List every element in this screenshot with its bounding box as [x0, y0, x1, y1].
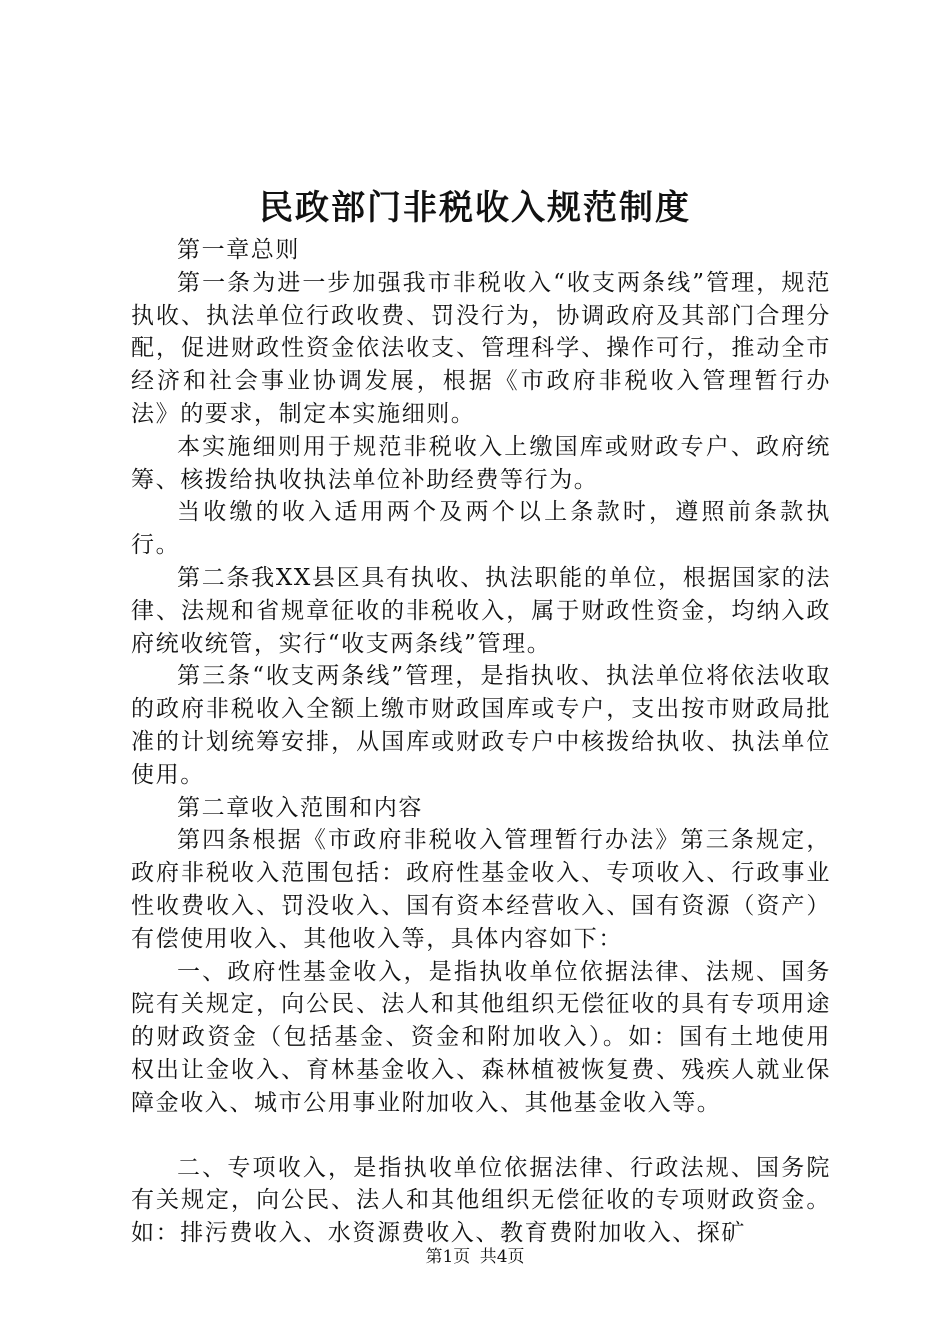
chapter-heading-1: 第一章总则: [177, 237, 300, 263]
paragraph-article-3: 第三条“收支两条线”管理，是指执收、执法单位将依法收取的政府非税收入全额上缴市财政国库或专户，支出按市财政局批准的计划统筹安排，从国库或财政专户中核拨给执收、执法单位使用。: [131, 663, 831, 788]
document-body: [131, 234, 831, 1250]
document-title: 民政部门非税收入规范制度: [259, 188, 691, 228]
paragraph-article-4: 第四条根据《市政府非税收入管理暂行办法》第三条规定，政府非税收入范围包括：政府性基金收入、专项收入、行政事业性收费收入、罚没收入、国有资本经营收入、国有资源（资产）有偿使用收入、其他收入等，具体内容如下：: [131, 827, 831, 952]
page-total: 共4页: [479, 1247, 525, 1267]
page-footer: [0, 1245, 950, 1269]
chapter-heading-2: 第二章收入范围和内容: [177, 794, 423, 821]
page-number: 第1页: [425, 1247, 471, 1267]
paragraph-priority: 当收缴的收入适用两个及两个以上条款时，遵照前条款执行。: [131, 499, 831, 559]
paragraph-item-2: 二、专项收入，是指执收单位依据法律、行政法规、国务院有关规定，向公民、法人和其他组织无偿征收的专项财政资金。如：排污费收入、水资源费收入、教育费附加收入、探矿: [131, 1154, 831, 1247]
paragraph-item-1: 一、政府性基金收入，是指执收单位依据法律、法规、国务院有关规定，向公民、法人和其他组织无偿征收的具有专项用途的财政资金（包括基金、资金和附加收入）。如：国有土地使用权出让金收入、育林基金收入、森林植被恢复费、残疾人就业保障金收入、城市公用事业附加收入、其他基金收入等。: [131, 958, 831, 1116]
paragraph-article-1: 第一条为进一步加强我市非税收入“收支两条线”管理，规范执收、执法单位行政收费、罚没行为，协调政府及其部门合理分配，促进财政性资金依法收支、管理科学、操作可行，推动全市经济和社会事业协调发展，根据《市政府非税收入管理暂行办法》的要求，制定本实施细则。: [131, 269, 831, 427]
paragraph-scope: 本实施细则用于规范非税收入上缴国库或财政专户、政府统筹、核拨给执收执法单位补助经费等行为。: [131, 433, 831, 493]
paragraph-article-2: 第二条我XX县区具有执收、执法职能的单位，根据国家的法律、法规和省规章征收的非税收入，属于财政性资金，均纳入政府统收统管，实行“收支两条线”管理。: [131, 564, 831, 657]
